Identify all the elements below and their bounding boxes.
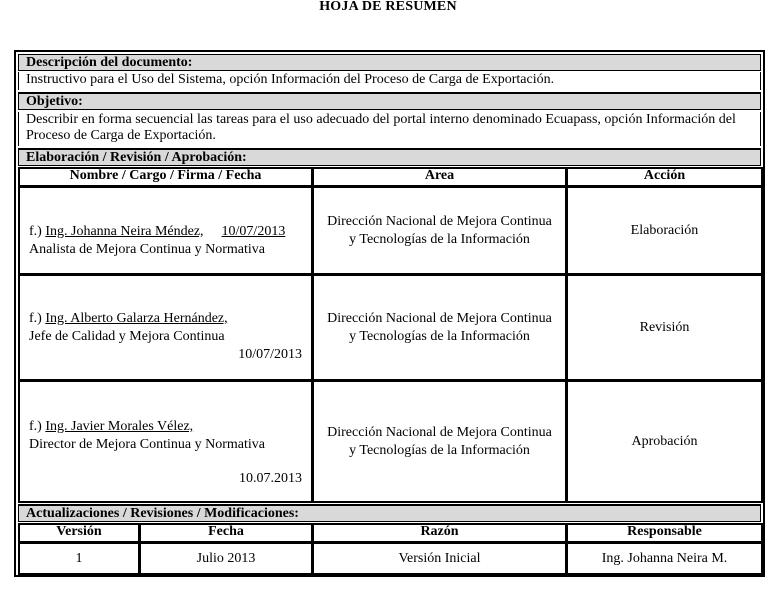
accion-cell: Elaboración <box>566 186 763 275</box>
signature-cell <box>18 380 313 503</box>
signature-line <box>29 223 302 241</box>
signature-date: 10/07/2013 <box>221 224 286 239</box>
descripcion-text: Instructivo para el Uso del Sistema, opción Información del Proceso de Carga de Exportación. <box>18 72 761 90</box>
objetivo-text: Describir en forma secuencial las tareas para el uso adecuado del portal interno denominado Ecuapass, opción Información del Proceso de Carga de Exportación. <box>18 112 761 146</box>
accion-cell: Revisión <box>566 274 763 381</box>
col-responsable: Responsable <box>566 523 763 543</box>
summary-table <box>14 50 765 577</box>
area-cell <box>312 186 567 275</box>
area-line-2: y Tecnologías de la Información <box>349 442 530 458</box>
signer-name: Ing. Alberto Galarza Hernández, <box>45 311 228 326</box>
firma-prefix: f.) <box>29 224 42 239</box>
descripcion-header: Descripción del documento: <box>18 54 761 71</box>
signer-name: Ing. Javier Morales Vélez, <box>45 419 194 434</box>
page-title: HOJA DE RESUMEN <box>319 0 457 14</box>
signer-role: Analista de Mejora Continua y Normativa <box>29 242 265 257</box>
actualizaciones-header: Actualizaciones / Revisiones / Modificaciones: <box>18 504 761 522</box>
area-line-1: Dirección Nacional de Mejora Continua <box>327 424 552 440</box>
area-line-1: Dirección Nacional de Mejora Continua <box>327 310 552 326</box>
firma-prefix: f.) <box>29 419 42 434</box>
razon-cell: Versión Inicial <box>312 542 567 575</box>
signer-name: Ing. Johanna Neira Méndez, <box>45 224 204 239</box>
area-line-2: y Tecnologías de la Información <box>349 231 530 247</box>
fecha-cell: Julio 2013 <box>139 542 313 575</box>
signature-date: 10.07.2013 <box>239 471 302 486</box>
signature-date: 10/07/2013 <box>238 347 302 362</box>
signature-line <box>29 418 302 436</box>
area-cell <box>312 380 567 503</box>
signer-role: Jefe de Calidad y Mejora Continua <box>29 329 225 344</box>
area-cell <box>312 274 567 381</box>
accion-cell: Aprobación <box>566 380 763 503</box>
signature-cell <box>18 186 313 275</box>
area-line-1: Dirección Nacional de Mejora Continua <box>327 213 552 229</box>
col-accion: Acción <box>566 167 763 187</box>
responsable-cell: Ing. Johanna Neira M. <box>566 542 763 575</box>
signature-line <box>29 310 302 328</box>
area-line-2: y Tecnologías de la Información <box>349 328 530 344</box>
aprobacion-header: Elaboración / Revisión / Aprobación: <box>18 148 761 166</box>
version-cell: 1 <box>18 542 140 575</box>
col-fecha: Fecha <box>139 523 313 543</box>
col-razon: Razón <box>312 523 567 543</box>
col-version: Versión <box>18 523 140 543</box>
signature-cell <box>18 274 313 381</box>
firma-prefix: f.) <box>29 311 42 326</box>
objetivo-header: Objetivo: <box>18 92 761 110</box>
signer-role: Director de Mejora Continua y Normativa <box>29 437 265 452</box>
col-nombre: Nombre / Cargo / Firma / Fecha <box>18 167 313 187</box>
col-area: Área <box>312 167 567 187</box>
